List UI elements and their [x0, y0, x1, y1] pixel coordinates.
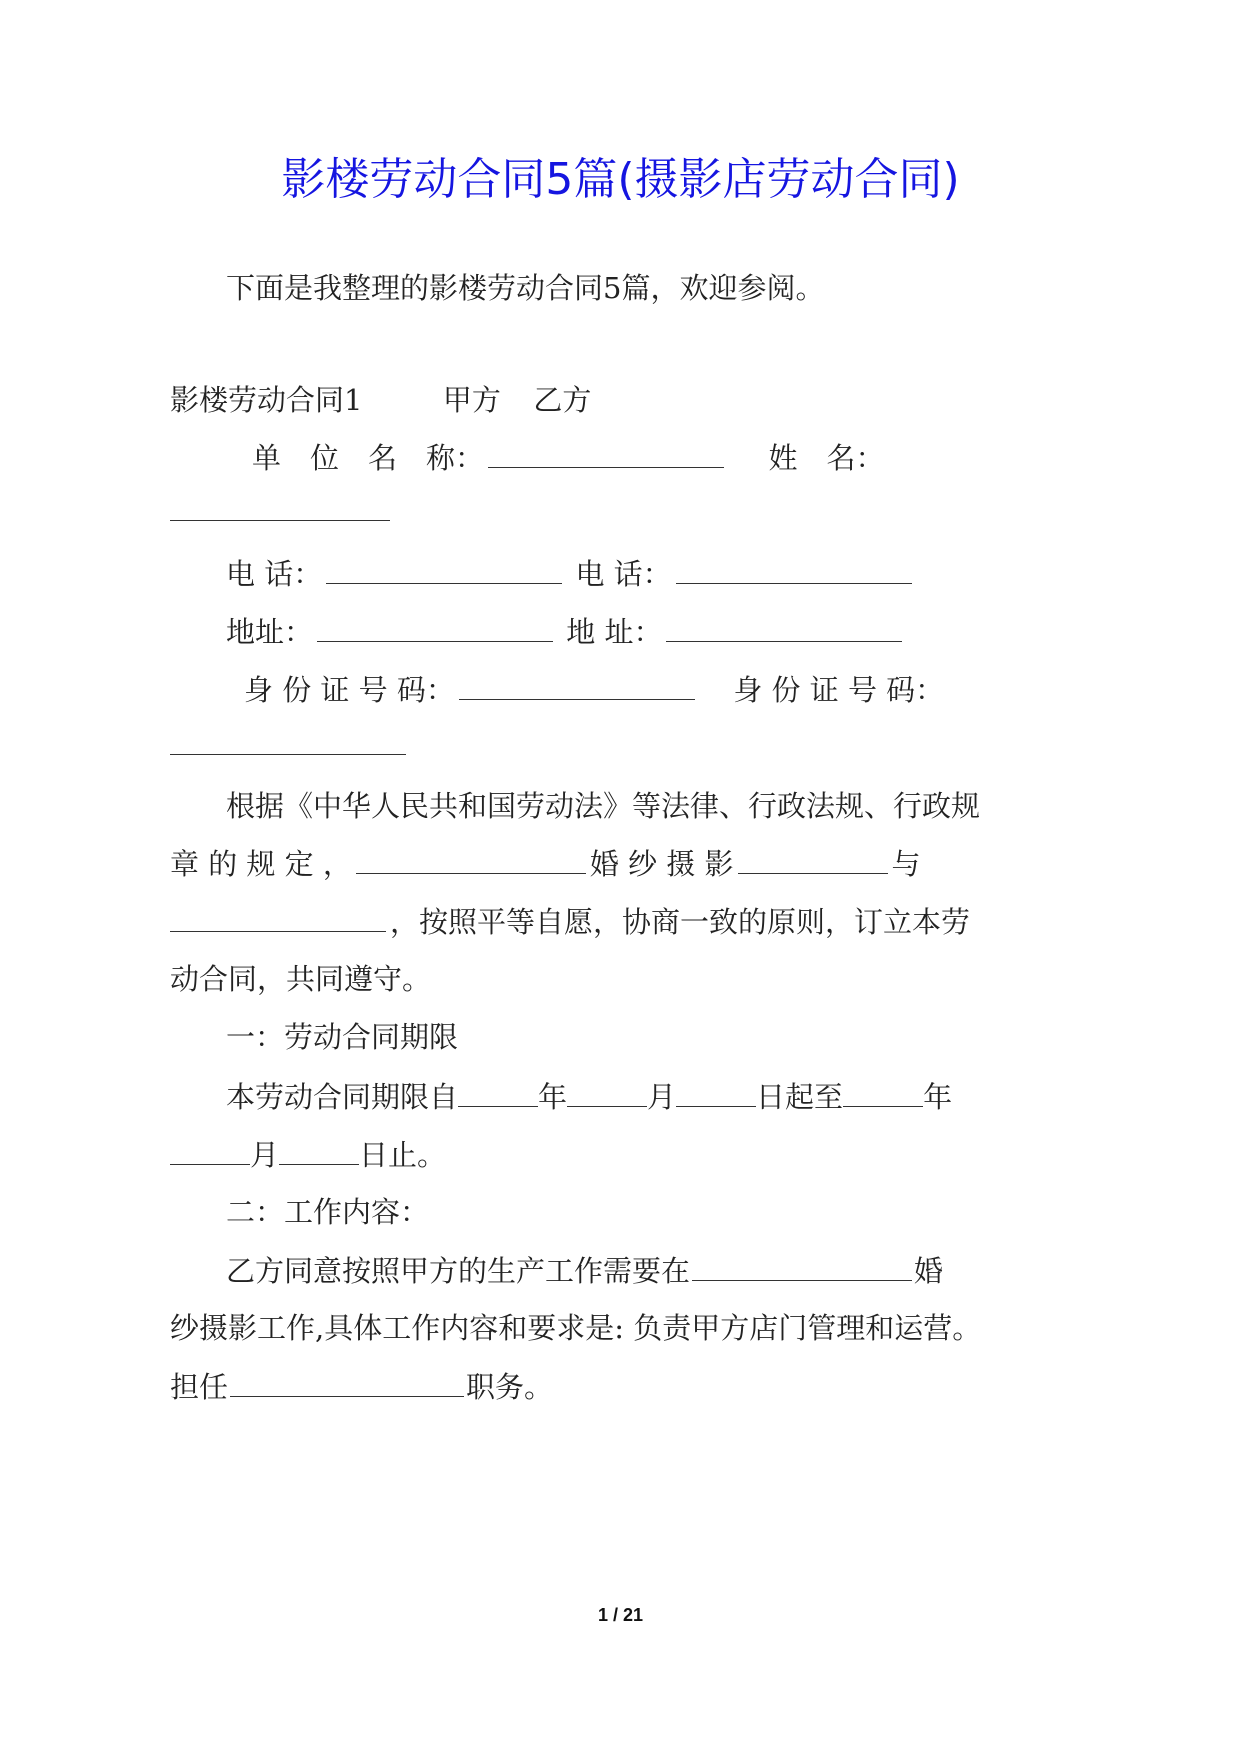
para1-blank-1 — [356, 843, 586, 874]
phone-row — [226, 553, 916, 594]
para1-blank-2 — [738, 843, 888, 874]
phone-label-a: 电 话： — [226, 557, 323, 591]
day-from-label: 日起至 — [756, 1080, 844, 1114]
work-line-2: 纱摄影工作,具体工作内容和要求是: 负责甲方店门管理和运营。 — [170, 1311, 982, 1345]
page-number: 1 / 21 — [597, 1605, 644, 1625]
term-line-1 — [226, 1076, 952, 1117]
address-row — [226, 611, 906, 652]
work-line-3 — [170, 1366, 553, 1407]
day-blank-1 — [676, 1076, 756, 1107]
contract-heading-row — [170, 380, 591, 420]
address-blank-a — [317, 611, 553, 642]
year-blank-1 — [458, 1076, 538, 1107]
year-label-1: 年 — [538, 1080, 568, 1114]
id-label-b: 身 份 证 号 码： — [733, 673, 945, 707]
name-blank — [170, 518, 390, 521]
para1-line2 — [170, 843, 921, 884]
work-location-blank — [692, 1250, 912, 1281]
work-l3-b: 职务。 — [466, 1370, 554, 1404]
day-end-label: 日止。 — [359, 1138, 447, 1172]
para1-l2-b: 婚 纱 摄 影 — [589, 847, 734, 881]
id-blank-b — [170, 752, 406, 755]
document-title: 影楼劳动合同5篇(摄影店劳动合同) — [281, 154, 960, 205]
para1-line1: 根据《中华人民共和国劳动法》等法律、行政法规、行政规 — [226, 789, 981, 823]
para1-l2-a: 章 的 规 定 ， — [170, 847, 352, 881]
work-l3-a: 担任 — [170, 1370, 229, 1404]
para1-l2-c: 与 — [891, 847, 921, 881]
unit-name-row — [252, 437, 884, 478]
unit-name-label: 单 位 名 称： — [252, 441, 485, 475]
address-label-b: 地 址： — [566, 615, 663, 649]
term-from-label: 本劳动合同期限自 — [226, 1080, 459, 1114]
para1-line4: 动合同，共同遵守。 — [170, 962, 432, 996]
work-l1-a: 乙方同意按照甲方的生产工作需要在 — [226, 1254, 691, 1288]
para1-blank-3 — [170, 901, 386, 932]
month-label-1: 月 — [647, 1080, 677, 1114]
intro-text: 下面是我整理的影楼劳动合同5篇，欢迎参阅。 — [226, 271, 825, 305]
section-2-heading: 二：工作内容： — [226, 1195, 430, 1229]
month-blank-2 — [170, 1134, 250, 1165]
work-l1-b: 婚 — [914, 1254, 944, 1288]
section-1-heading: 一：劳动合同期限 — [226, 1020, 459, 1054]
phone-blank-a — [326, 553, 562, 584]
party-a-label: 甲方 — [442, 383, 501, 417]
term-line-2 — [170, 1134, 446, 1175]
month-blank-1 — [567, 1076, 647, 1107]
para1-line3 — [170, 901, 970, 942]
work-line-1 — [226, 1250, 943, 1291]
id-label-a: 身 份 证 号 码： — [244, 673, 455, 707]
month-label-2: 月 — [250, 1138, 280, 1172]
address-label-a: 地址： — [226, 615, 314, 649]
party-b-label: 乙方 — [533, 383, 592, 417]
phone-blank-b — [676, 553, 912, 584]
address-blank-b — [666, 611, 902, 642]
day-blank-2 — [279, 1134, 359, 1165]
contract-1-heading: 影楼劳动合同1 — [170, 383, 363, 417]
year-blank-2 — [843, 1076, 923, 1107]
name-label: 姓 名： — [768, 441, 885, 475]
id-row — [244, 669, 944, 710]
year-label-2: 年 — [923, 1080, 953, 1114]
phone-label-b: 电 话： — [575, 557, 672, 591]
para1-l3-text: ，按照平等自愿，协商一致的原则，订立本劳 — [390, 905, 971, 939]
id-blank-a — [459, 669, 695, 700]
unit-name-blank — [488, 437, 724, 468]
position-blank — [230, 1366, 464, 1397]
